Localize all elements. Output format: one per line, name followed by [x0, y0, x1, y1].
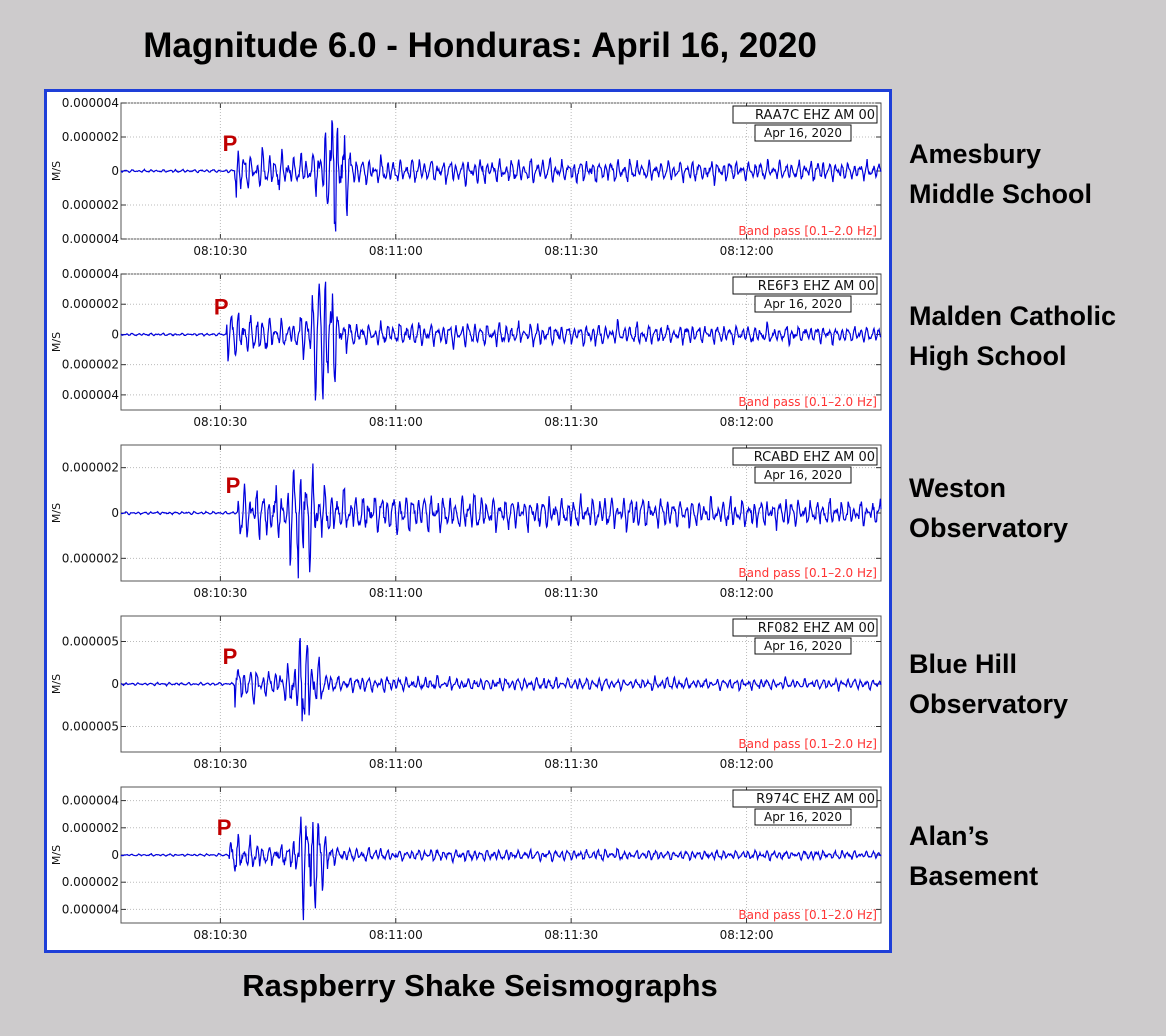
y-tick-label: 0.000002: [61, 875, 119, 890]
x-tick-label: 08:10:30: [193, 928, 248, 942]
seismogram-chart: [47, 263, 889, 433]
y-axis-label: M/S: [50, 673, 63, 695]
x-tick-label: 08:12:00: [719, 244, 774, 258]
y-tick-label: 0: [111, 164, 119, 178]
station-label-line1: Malden Catholic: [909, 301, 1117, 331]
page-title: Magnitude 6.0 - Honduras: April 16, 2020: [143, 26, 817, 65]
station-label-line1: Amesbury: [909, 139, 1042, 169]
p-arrival-label: P: [222, 131, 238, 156]
p-arrival-label: P: [213, 294, 229, 320]
station-label-line1: Blue Hill: [909, 649, 1018, 679]
x-tick-label: 08:10:30: [193, 244, 248, 258]
y-tick-label: 0.000004: [61, 232, 119, 246]
date-label: Apr 16, 2020: [763, 810, 843, 824]
p-arrival-label: P: [225, 473, 241, 498]
filter-label: Band pass [0.1–2.0 Hz]: [738, 224, 877, 238]
y-tick-label: 0.000004: [61, 902, 119, 917]
station-label-line1: Weston: [909, 473, 1007, 503]
channel-label: RCABD EHZ AM 00: [753, 450, 875, 465]
y-tick-label: 0.000002: [61, 460, 119, 475]
x-tick-label: 08:12:00: [719, 415, 774, 429]
x-tick-label: 08:11:30: [544, 586, 599, 600]
date-label: Apr 16, 2020: [763, 468, 843, 482]
seismogram-frame: [44, 89, 892, 953]
date-label: Apr 16, 2020: [763, 297, 843, 311]
seismogram-panel: [47, 263, 889, 433]
seismogram-chart: [47, 92, 889, 262]
station-label: [909, 468, 1159, 548]
p-arrival-label: P: [216, 815, 232, 840]
y-tick-label: 0: [111, 848, 119, 862]
date-label: Apr 16, 2020: [763, 126, 843, 140]
y-tick-label: 0: [111, 327, 119, 342]
p-arrival-label: P: [222, 644, 238, 669]
y-tick-label: 0.000002: [61, 198, 119, 212]
y-tick-label: 0.000002: [61, 820, 119, 835]
y-tick-label: 0.000002: [61, 357, 119, 372]
y-axis-label: M/S: [50, 502, 63, 524]
x-tick-label: 08:12:00: [719, 928, 774, 942]
station-label-line2: Observatory: [909, 689, 1069, 719]
x-tick-label: 08:11:00: [368, 928, 423, 942]
filter-label: Band pass [0.1–2.0 Hz]: [738, 566, 877, 580]
station-label-line2: Middle School: [909, 179, 1093, 209]
x-tick-label: 08:11:30: [544, 757, 599, 771]
filter-label: Band pass [0.1–2.0 Hz]: [738, 395, 877, 409]
x-tick-label: 08:12:00: [719, 586, 774, 600]
x-tick-label: 08:11:00: [368, 757, 423, 771]
y-tick-label: 0.000005: [61, 634, 119, 649]
y-tick-label: 0.000004: [61, 387, 119, 402]
x-tick-label: 08:11:30: [544, 244, 599, 258]
station-label: [909, 296, 1159, 376]
seismogram-panel: [47, 434, 889, 604]
x-tick-label: 08:11:00: [368, 415, 423, 429]
y-tick-label: 0.000002: [61, 130, 119, 144]
x-tick-label: 08:12:00: [719, 757, 774, 771]
y-axis-label: M/S: [50, 331, 63, 353]
y-axis-label: M/S: [50, 160, 63, 182]
filter-label: Band pass [0.1–2.0 Hz]: [738, 908, 877, 922]
station-label-line2: Basement: [909, 861, 1039, 891]
x-tick-label: 08:10:30: [193, 586, 248, 600]
y-axis-label: M/S: [50, 844, 63, 866]
y-tick-label: 0: [111, 677, 119, 691]
y-tick-label: 0: [111, 506, 119, 520]
y-tick-label: 0.000004: [61, 793, 119, 808]
x-tick-label: 08:11:00: [368, 244, 423, 258]
seismogram-chart: [47, 605, 889, 775]
station-label-line2: Observatory: [909, 513, 1069, 543]
y-tick-label: 0.000005: [61, 719, 119, 734]
filter-label: Band pass [0.1–2.0 Hz]: [738, 737, 877, 751]
station-label-line1: Alan’s: [909, 821, 990, 851]
x-tick-label: 08:10:30: [193, 757, 248, 771]
y-tick-label: 0.000002: [61, 551, 119, 566]
page-subtitle: Raspberry Shake Seismographs: [242, 968, 718, 1003]
date-label: Apr 16, 2020: [763, 639, 843, 653]
y-tick-label: 0.000004: [61, 267, 119, 281]
x-tick-label: 08:11:00: [368, 586, 423, 600]
channel-label: RF082 EHZ AM 00: [757, 621, 875, 636]
channel-label: R974C EHZ AM 00: [756, 792, 875, 807]
x-tick-label: 08:11:30: [544, 928, 599, 942]
channel-label: RAA7C EHZ AM 00: [755, 108, 875, 123]
seismogram-chart: [47, 776, 889, 946]
station-label: [909, 816, 1159, 896]
station-label-line2: High School: [909, 341, 1067, 371]
station-label: [909, 134, 1159, 214]
seismogram-panel: [47, 776, 889, 946]
x-tick-label: 08:11:30: [544, 415, 599, 429]
seismogram-chart: [47, 434, 889, 604]
seismogram-panel: [47, 605, 889, 775]
y-tick-label: 0.000004: [61, 96, 119, 110]
seismogram-panel: [47, 92, 889, 262]
y-tick-label: 0.000002: [61, 297, 119, 312]
x-tick-label: 08:10:30: [193, 415, 248, 429]
channel-label: RE6F3 EHZ AM 00: [757, 279, 875, 294]
station-label: [909, 644, 1159, 724]
